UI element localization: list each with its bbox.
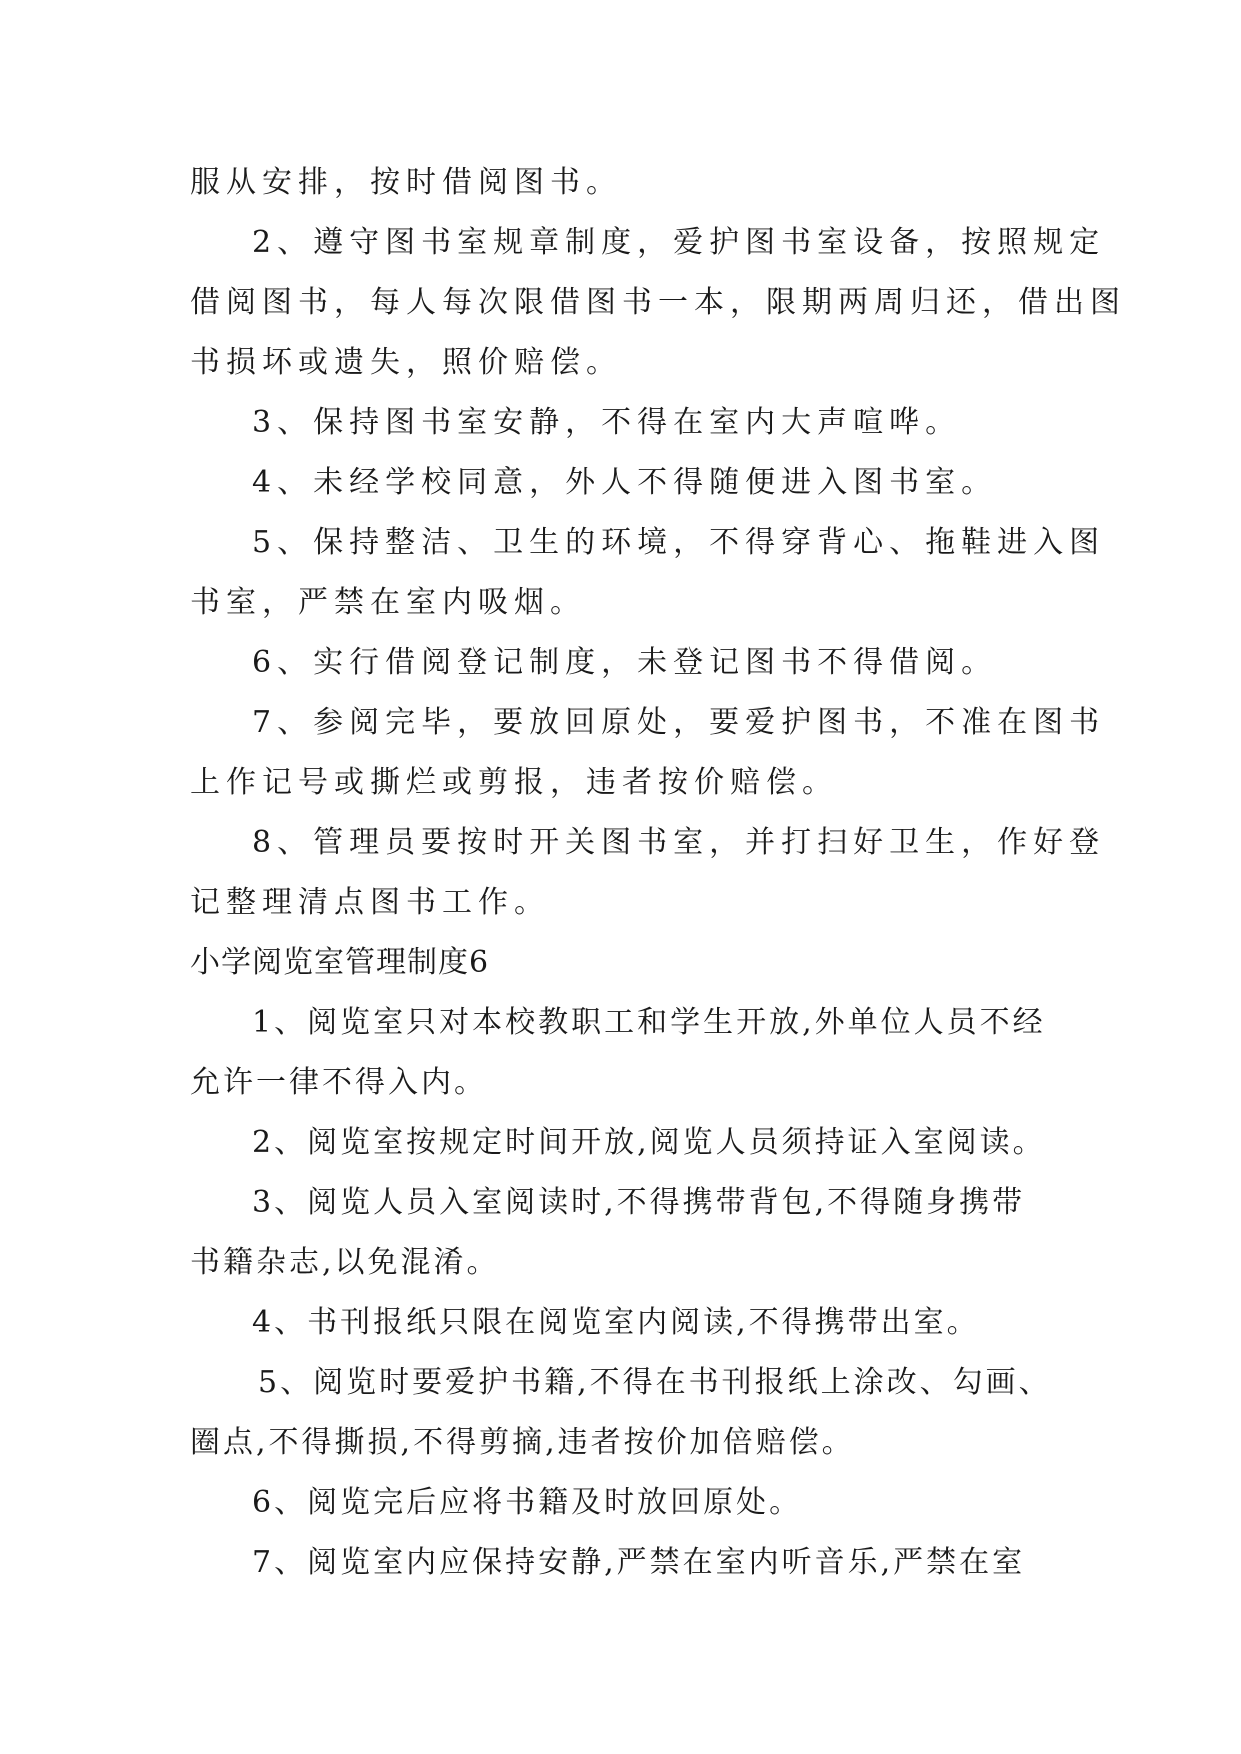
text-line: 7、参阅完毕，要放回原处，要爱护图书，不准在图书 (252, 705, 1106, 740)
text-line: 4、未经学校同意，外人不得随便进入图书室。 (252, 465, 998, 500)
text-line: 服从安排，按时借阅图书。 (190, 165, 622, 200)
text-line: 上作记号或撕烂或剪报，违者按价赔偿。 (190, 765, 838, 800)
text-line: 3、保持图书室安静，不得在室内大声喧哗。 (252, 405, 962, 440)
text-line: 允许一律不得入内。 (190, 1065, 487, 1100)
text-line: 6、阅览完后应将书籍及时放回原处。 (252, 1485, 803, 1520)
text-line: 圈点,不得撕损,不得剪摘,违者按价加倍赔偿。 (190, 1425, 855, 1460)
text-line: 5、阅览时要爱护书籍,不得在书刊报纸上涂改、勾画、 (258, 1365, 1052, 1400)
text-line: 3、阅览人员入室阅读时,不得携带背包,不得随身携带 (252, 1185, 1026, 1220)
text-line: 借阅图书，每人每次限借图书一本，限期两周归还，借出图 (190, 285, 1126, 320)
text-line: 书籍杂志,以免混淆。 (190, 1245, 500, 1280)
text-line: 记整理清点图书工作。 (190, 885, 550, 920)
text-line: 6、实行借阅登记制度，未登记图书不得借阅。 (252, 645, 998, 680)
text-line: 书损坏或遗失，照价赔偿。 (190, 345, 622, 380)
text-line: 4、书刊报纸只限在阅览室内阅读,不得携带出室。 (252, 1305, 980, 1340)
text-line: 2、阅览室按规定时间开放,阅览人员须持证入室阅读。 (252, 1125, 1046, 1160)
text-line: 8、管理员要按时开关图书室，并打扫好卫生，作好登 (252, 825, 1106, 860)
text-line: 2、遵守图书室规章制度，爱护图书室设备，按照规定 (252, 225, 1106, 260)
text-line: 5、保持整洁、卫生的环境，不得穿背心、拖鞋进入图 (252, 525, 1106, 560)
section-heading: 小学阅览室管理制度6 (190, 945, 490, 980)
text-line: 7、阅览室内应保持安静,严禁在室内听音乐,严禁在室 (252, 1545, 1026, 1580)
text-line: 1、阅览室只对本校教职工和学生开放,外单位人员不经 (252, 1005, 1046, 1040)
text-line: 书室，严禁在室内吸烟。 (190, 585, 586, 620)
